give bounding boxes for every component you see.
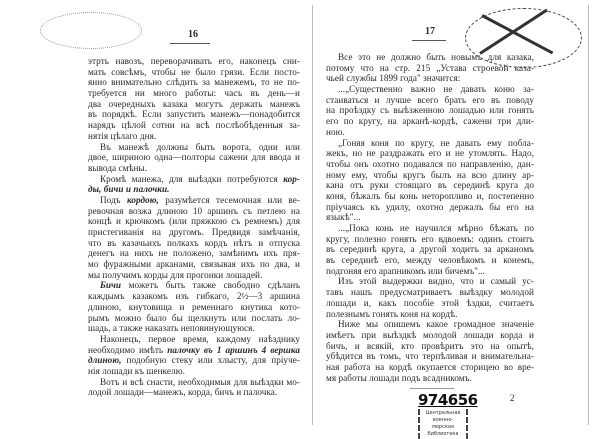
left-page xyxy=(0,0,300,434)
text-line: рымъ можно было бы щелкнуть или послать ло- xyxy=(88,312,300,323)
text-line: концѣ и крючкомъ (или пряжкою съ ремнемъ) для xyxy=(88,216,300,227)
text-line: два очередныхъ казака могутъ держать манежъ xyxy=(88,98,300,109)
emphasized-text: кордою, xyxy=(126,194,159,205)
emphasized-text: длиною, xyxy=(88,355,122,366)
text-line: этрть навозъ, переворачивать его, наконецъ сни- xyxy=(88,56,300,66)
footer-rule xyxy=(410,388,454,389)
page-number: 17 xyxy=(425,26,435,37)
text-line: каждымъ казакомъ изъ гибкаго, 2½—3 аршина xyxy=(88,291,300,302)
text-line: нарядъ цѣлой сотни на всѣ послѣобѣденныя за- xyxy=(88,120,300,131)
text-line: нятія цѣлаго дня. xyxy=(88,130,157,141)
page-body-text xyxy=(326,52,534,383)
text-line: мя работы лошади подъ всадникомъ. xyxy=(326,372,472,383)
text-span: разумѣется тесемочная или ве- xyxy=(158,194,300,205)
text-line: полезнымъ гонять коня на кордѣ. xyxy=(326,308,458,319)
text-line: нія лошади къ шенкелю. xyxy=(88,365,185,376)
emphasized-text: кор- xyxy=(283,173,300,184)
text-line xyxy=(88,280,300,291)
text-line: пристегиванія на другомъ. Предвидя замѣчанія, xyxy=(88,227,300,237)
page-edge xyxy=(588,5,589,425)
text-line: въ серединѣ его, между человѣкомъ и конемъ, xyxy=(326,255,534,266)
text-line: въ порядкѣ. Если запустить манежъ—понадобится xyxy=(88,109,300,120)
text-line: ...„Пока конь не научился мѣрно бѣжать по xyxy=(338,223,534,233)
page-number: 16 xyxy=(188,29,198,40)
text-line: языкѣ"... xyxy=(326,212,361,223)
page-number-rule xyxy=(170,43,210,44)
text-line xyxy=(88,345,300,356)
text-line: ревочная возжа длиною 10 аршинъ съ петлею на xyxy=(88,205,300,216)
text-line xyxy=(88,195,300,206)
text-line: тавъ нашъ предусматриваетъ выѣздку молодой xyxy=(326,287,534,298)
text-line: мы получимъ корды для прогонки лошадей. xyxy=(88,269,263,280)
text-line: денегъ на нихъ не положено, замѣнимъ ихъ пря- xyxy=(88,248,300,259)
emphasized-text: Бичи xyxy=(100,280,122,291)
text-line: лодой лошади—манежъ, корда, бичъ и палочка. xyxy=(88,387,278,398)
text-span: Кромѣ манежа, для выѣздки потребуются xyxy=(100,173,284,184)
text-line: его по кругу, на арканѣ-кордѣ, сажени три дли- xyxy=(326,116,534,127)
text-span: Подъ xyxy=(100,194,127,205)
library-stamp xyxy=(418,409,468,439)
faded-stamp-mark xyxy=(40,12,142,49)
stamp-text: Центральная xyxy=(425,410,461,416)
text-line: въ серединѣ круга, а другой ходитъ за арканомъ xyxy=(326,244,534,255)
text-line xyxy=(88,174,300,185)
text-line: потому что на стр. 215 „Устава строевой каза- xyxy=(326,62,534,73)
text-line: чтобы онъ охотно подавался по направленію, дан- xyxy=(326,158,534,169)
text-line: жекъ, но не раздражать его и не утомлять. Надо, xyxy=(326,148,534,159)
text-line: стаиваться и лучше всего брать его въ поводу xyxy=(326,94,534,105)
text-span: необходимо имѣть xyxy=(88,344,168,355)
stamp-text: военно-морская xyxy=(432,417,454,430)
text-line: требуется ни много работы: часъ въ день—и xyxy=(88,88,300,99)
text-line: двое, шириною одна—полторы сажени для ввода и xyxy=(88,152,300,163)
text-span: можетъ быть также свободно сдѣланъ xyxy=(121,280,300,291)
text-line: шадь, а также наказать неповинующуюся. xyxy=(88,323,255,334)
text-line: „Гоняя коня по кругу, не давать ему побла- xyxy=(338,137,534,148)
text-line: Наконецъ, первое время, каждому наѣзднику xyxy=(100,333,300,344)
emphasized-text: ды, бичи и палочки. xyxy=(88,184,170,195)
stamp-text: библиотека xyxy=(427,431,459,437)
text-line: бичъ, и всякій, кто провѣритъ это на опытѣ, xyxy=(326,340,534,351)
text-line: коня, бѣжалъ бы конь неторопливо и, постепенно xyxy=(326,190,534,201)
text-line: ная работа на кордѣ окупается сторицею во вре- xyxy=(326,361,534,372)
text-line: что въ казачьихъ полкахъ кордъ нѣтъ и отпуска xyxy=(88,237,300,248)
text-line: подгоняя его арапникомъ или бичемъ"... xyxy=(326,265,485,276)
page-body-text xyxy=(88,56,300,398)
text-line: янно внимательно слѣдить за манежемъ, то не по- xyxy=(88,77,300,88)
text-line: Все это не должно быть новымъ для казака, xyxy=(338,52,534,62)
text-line: длиною, кнутовища и ременнаго кнутика кото- xyxy=(88,301,300,312)
signature-mark: 2 xyxy=(510,393,515,403)
page-number-rule xyxy=(412,40,446,41)
text-line: кана отъ руки стоящаго въ серединѣ круга до xyxy=(326,180,534,191)
text-line xyxy=(88,184,300,195)
text-line: Вотъ и всѣ снасти, необходимыя для выѣздки мо- xyxy=(100,376,300,387)
text-span: подобную стеку или хлысту, для пріуче- xyxy=(121,355,300,366)
text-line: мо фуражными арканами, связывая ихъ по два, и xyxy=(88,259,300,270)
text-line: пріучаясь къ удилу, охотно держалъ бы его на xyxy=(326,201,534,212)
text-line xyxy=(88,355,300,366)
emphasized-text: палочку въ 1 аршинъ 4 вершка xyxy=(167,344,300,355)
text-line: убѣдится въ томъ, что терпѣливая и внимательна- xyxy=(326,351,534,362)
text-line: Въ манежѣ должны быть ворота, одни или xyxy=(100,141,300,152)
text-line: имѣетъ при выѣздкѣ молодой лошади корда и xyxy=(326,329,534,340)
text-line: Изъ этой выдержки видно, что и самый ус- xyxy=(338,276,534,287)
text-line: ному ему, чтобы кругъ былъ на всю длину ар- xyxy=(326,169,534,180)
accession-number: 974656 xyxy=(418,391,478,409)
text-line: чьей службы 1899 года" значится: xyxy=(326,73,461,84)
page-edge xyxy=(312,5,313,425)
text-line: лошади и, какъ пособіе этой ѣздки, считаетъ xyxy=(326,297,534,308)
text-line: кругу, полезно гонять его вдвоемъ: одинъ стоитъ xyxy=(326,233,534,244)
text-line: мать совсѣмъ, чтобы не было грязи. Если посто- xyxy=(88,66,300,77)
text-line: Ниже мы опишемъ какое громадное значеніе xyxy=(338,319,534,330)
text-line: на проѣздку съ выѣзженною лошадью или гонять xyxy=(326,105,534,116)
text-line: ною. xyxy=(326,126,345,137)
text-line: ...„Существенно важно не давать коню за- xyxy=(338,84,534,95)
right-page xyxy=(300,0,600,437)
text-line: вывода смѣны. xyxy=(88,162,148,173)
